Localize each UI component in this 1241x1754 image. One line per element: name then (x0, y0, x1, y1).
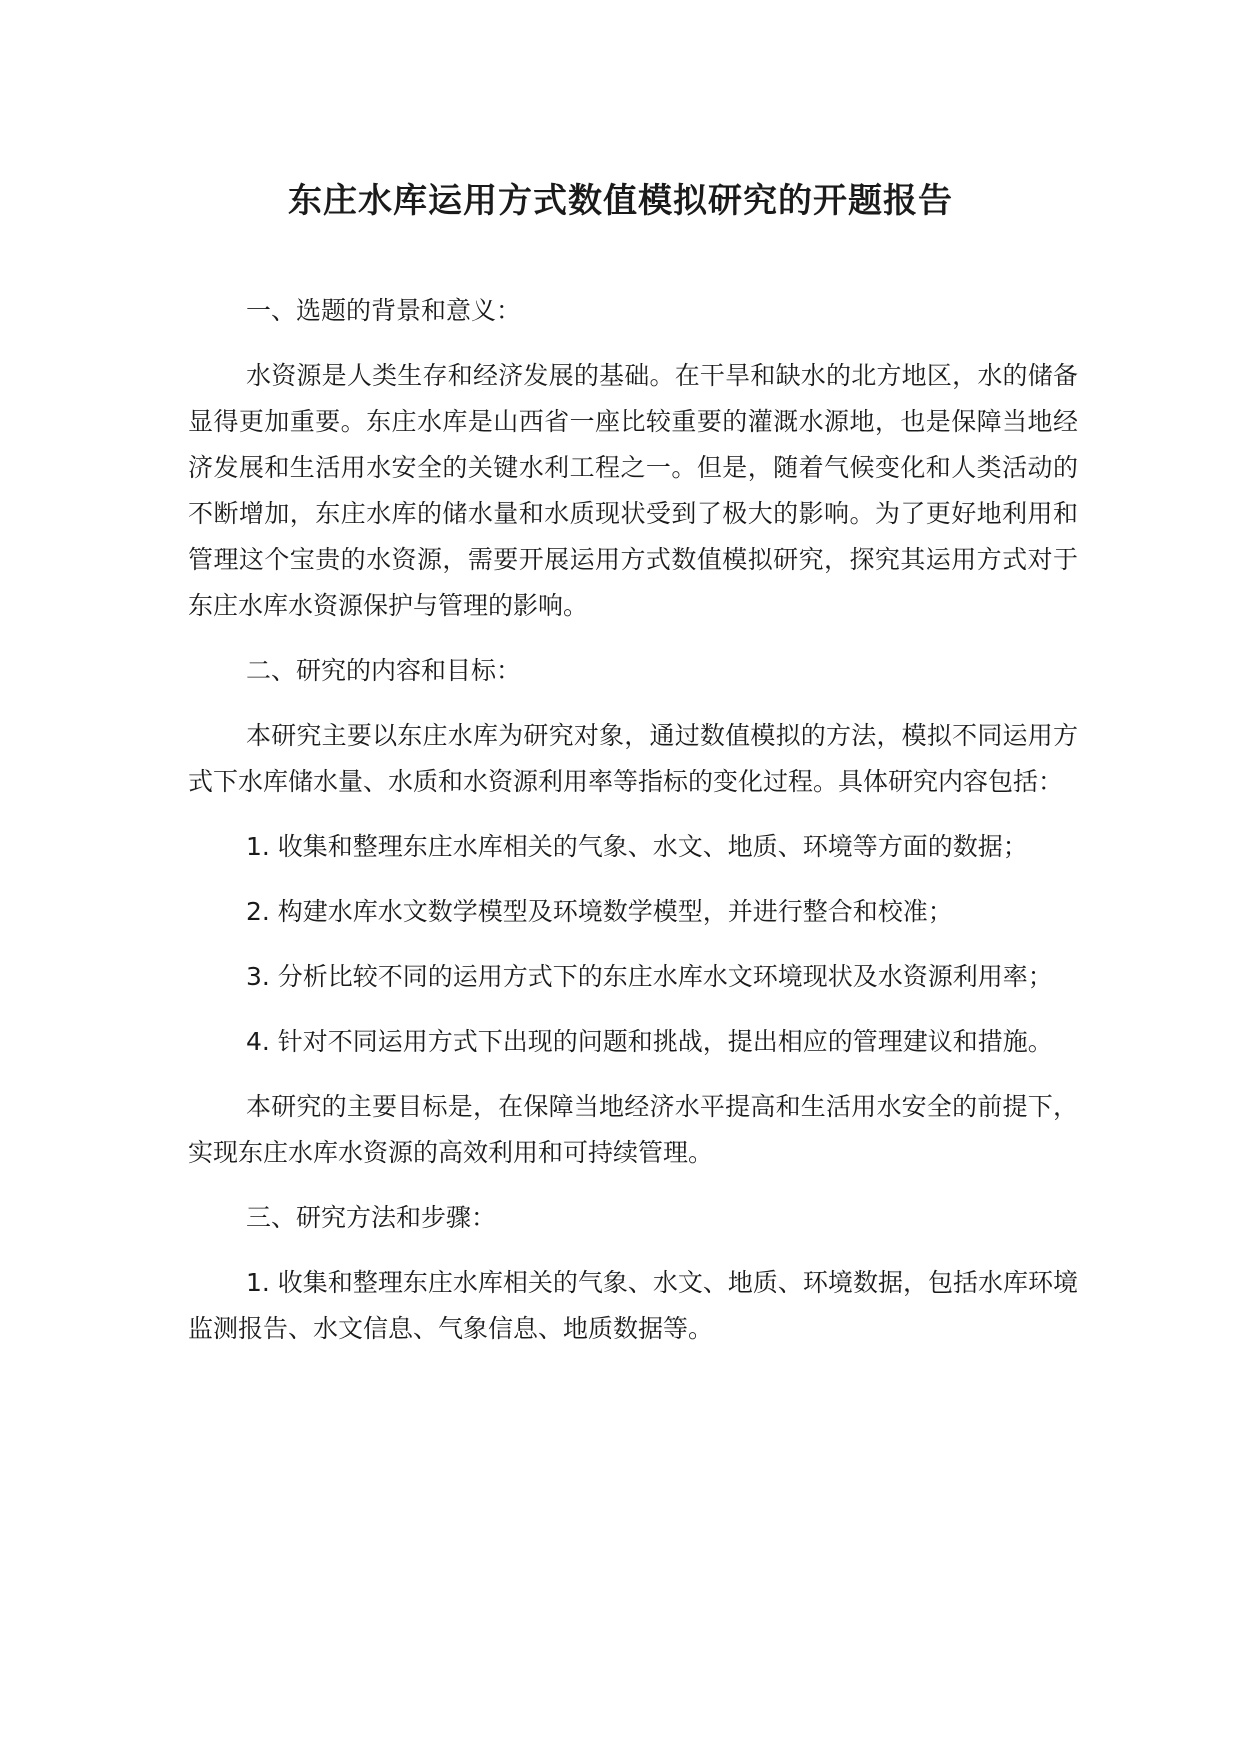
list-item: 2. 构建水库水文数学模型及环境数学模型，并进行整合和校准； (246, 897, 953, 926)
paragraph: 本研究主要以东庄水库为研究对象，通过数值模拟的方法，模拟不同运用方式下水库储水量、水质和水资源利用率等指标的变化过程。具体研究内容包括： (188, 721, 1078, 796)
list-item: 1. 收集和整理东庄水库相关的气象、水文、地质、环境等方面的数据； (246, 832, 1028, 861)
paragraph: 本研究的主要目标是，在保障当地经济水平提高和生活用水安全的前提下，实现东庄水库水资源的高效利用和可持续管理。 (188, 1092, 1078, 1167)
section-heading: 三、研究方法和步骤： (246, 1203, 497, 1232)
section-content-goals (188, 648, 1078, 1176)
list-item: 4. 针对不同运用方式下出现的问题和挑战，提出相应的管理建议和措施。 (246, 1027, 1053, 1056)
list-item: 1. 收集和整理东庄水库相关的气象、水文、地质、环境数据，包括水库环境监测报告、水文信息、气象信息、地质数据等。 (188, 1268, 1078, 1343)
document-body (188, 288, 1078, 1371)
section-heading: 二、研究的内容和目标： (246, 656, 522, 685)
section-methods (188, 1195, 1078, 1352)
document-title: 东庄水库运用方式数值模拟研究的开题报告 (288, 181, 953, 221)
section-heading: 一、选题的背景和意义： (246, 296, 522, 325)
section-background (188, 288, 1078, 629)
list-item: 3. 分析比较不同的运用方式下的东庄水库水文环境现状及水资源利用率； (246, 962, 1053, 991)
paragraph: 水资源是人类生存和经济发展的基础。在干旱和缺水的北方地区，水的储备显得更加重要。东庄水库是山西省一座比较重要的灌溉水源地，也是保障当地经济发展和生活用水安全的关键水利工程之一。但是，随着气候变化和人类活动的不断增加，东庄水库的储水量和水质现状受到了极大的影响。为了更好地利用和管理这个宝贵的水资源，需要开展运用方式数值模拟研究，探究其运用方式对于东庄水库水资源保护与管理的影响。 (188, 361, 1078, 620)
